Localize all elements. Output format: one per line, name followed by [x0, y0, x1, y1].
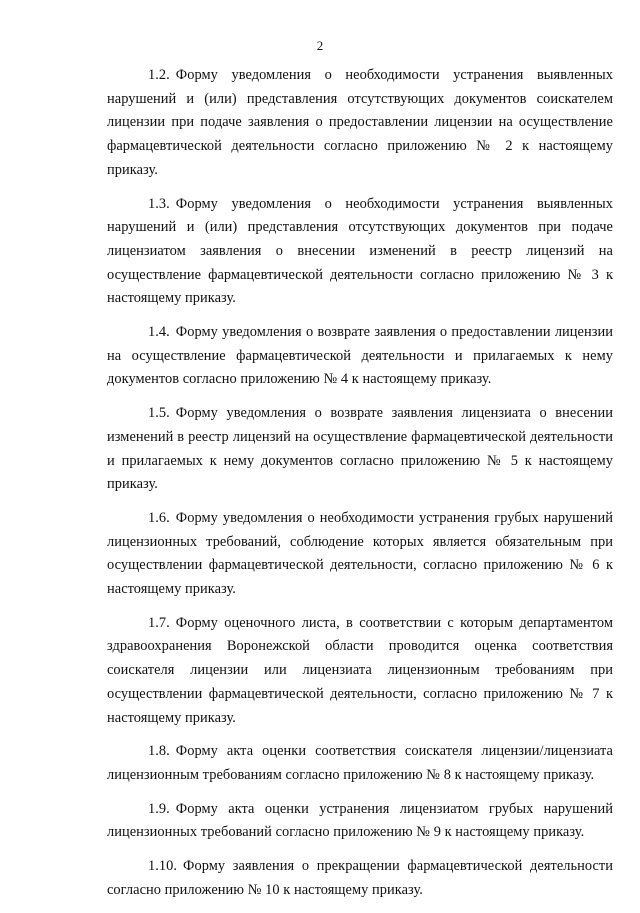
paragraph-1-10	[107, 855, 613, 902]
paragraph-1-7	[107, 612, 613, 731]
paragraph-text: Форму уведомления о возврате заявления о предоставлении лицензии на осуществление фармацевтической деятельности и прилагаемых к нему документов согласно приложению № 4 к настоящему приказу.	[107, 324, 613, 388]
paragraph-text: Форму оценочного листа, в соответствии с которым департаментом здравоохранения Воронежской области проводится оценка соответствия соискателя лицензии или лицензиата лицензионным требованиям при осуществлении фармацевтической деятельности, согласно приложению № 7 к настоящему приказу.	[107, 614, 613, 726]
paragraph-1-2	[107, 64, 613, 183]
paragraph-text: Форму акта оценки устранения лицензиатом грубых нарушений лицензионных требований согласно приложению № 9 к настоящему приказу.	[107, 800, 613, 841]
paragraph-number: 1.8.	[148, 743, 170, 760]
paragraph-text: Форму уведомления о возврате заявления лицензиата о внесении изменений в реестр лицензий на осуществление фармацевтической деятельности и прилагаемых к нему документов согласно приложению № 5 к настоящему приказу.	[107, 405, 613, 493]
paragraph-text: Форму заявления о прекращении фармацевтической деятельности согласно приложению № 10 к настоящему приказу.	[107, 858, 613, 898]
paragraph-number: 1.9.	[148, 800, 170, 817]
paragraph-1-9	[107, 798, 613, 845]
paragraph-text: Форму акта оценки соответствия соискателя лицензии/лицензиата лицензионным требованиям согласно приложению № 8 к настоящему приказу.	[107, 743, 613, 783]
paragraph-1-8	[107, 740, 613, 787]
paragraph-1-5	[107, 402, 613, 497]
document-body	[107, 64, 613, 913]
paragraph-number: 1.10.	[148, 858, 178, 875]
paragraph-number: 1.7.	[148, 614, 170, 631]
paragraph-text: Форму уведомления о необходимости устранения грубых нарушений лицензионных требований, соблюдение которых является обязательным при осуществлении фармацевтической деятельности, согласно приложению № 6 к настоящему приказу.	[107, 509, 613, 598]
paragraph-number: 1.6.	[148, 509, 170, 526]
paragraph-number: 1.5.	[148, 405, 170, 422]
paragraph-number: 1.2.	[148, 67, 170, 83]
paragraph-text: Форму уведомления о необходимости устранения выявленных нарушений и (или) представления отсутствующих документов при подаче лицензиатом заявления о внесении изменений в реестр лицензий на осуществление фармацевтической деятельности согласно приложению № 3 к настоящему приказу.	[107, 195, 613, 307]
paragraph-number: 1.3.	[148, 195, 170, 212]
paragraph-1-6	[107, 507, 613, 602]
paragraph-number: 1.4.	[148, 324, 170, 341]
page-number: 2	[316, 38, 324, 53]
paragraph-1-3	[107, 193, 613, 312]
paragraph-1-4	[107, 321, 613, 392]
paragraph-text: Форму уведомления о необходимости устранения выявленных нарушений и (или) представления отсутствующих документов соискателем лицензии при подаче заявления о предоставлении лицензии на осуществление фармацевтической деятельности согласно приложению № 2 к настоящему приказу.	[107, 67, 613, 178]
